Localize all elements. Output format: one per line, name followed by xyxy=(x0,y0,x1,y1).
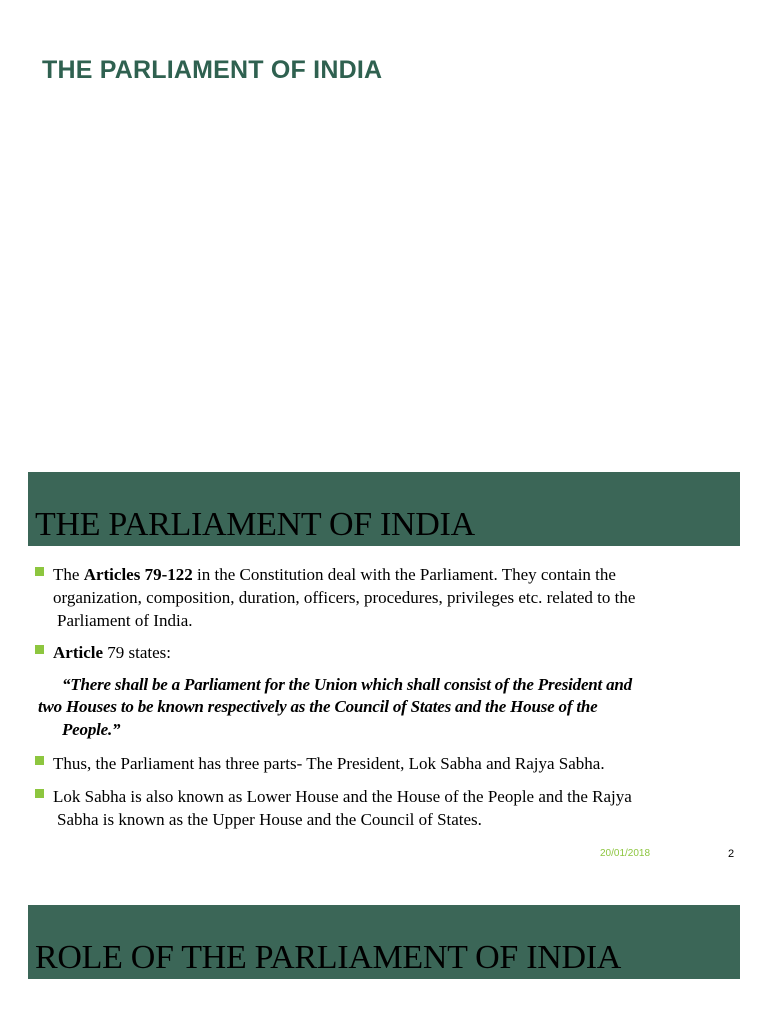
slide2-title: THE PARLIAMENT OF INDIA xyxy=(35,506,475,543)
bullet4-line1: Lok Sabha is also known as Lower House and the House of the People and the Rajya xyxy=(53,787,632,806)
quote-line2: two Houses to be known respectively as the Council of States and the House of the xyxy=(38,697,598,716)
bullet-articles xyxy=(35,563,735,633)
bullet1-text-post: in the Constitution deal with the Parliament. They contain the xyxy=(192,565,616,584)
bullet-article-79 xyxy=(35,641,735,665)
bullet-three-parts xyxy=(35,752,735,776)
bullet1-line3: Parliament of India. xyxy=(57,611,193,630)
slide-date: 20/01/2018 xyxy=(600,848,651,859)
slide1-title: THE PARLIAMENT OF INDIA xyxy=(42,56,383,84)
bullet2-text: 79 states: xyxy=(103,643,172,662)
bullet1-bold: Articles 79-122 xyxy=(83,565,193,584)
bullet-houses xyxy=(35,785,735,833)
bullet-square-icon xyxy=(35,567,44,576)
quote-line3: People.” xyxy=(62,720,121,739)
bullet-square-icon xyxy=(35,789,44,798)
bullet2-bold: Article xyxy=(53,643,104,662)
slide-page-number: 2 xyxy=(728,848,735,860)
bullet1-line2: organization, composition, duration, officers, procedures, privileges etc. related to the xyxy=(53,588,636,607)
bullet1-text-pre: The xyxy=(53,565,84,584)
bullet-square-icon xyxy=(35,756,44,765)
slide3-title: ROLE OF THE PARLIAMENT OF INDIA xyxy=(35,939,622,976)
bullet-square-icon xyxy=(35,645,44,654)
bullet4-line2: Sabha is known as the Upper House and the Council of States. xyxy=(57,810,482,829)
quote-line1: “There shall be a Parliament for the Union which shall consist of the President and xyxy=(62,675,632,694)
bullet3-text: Thus, the Parliament has three parts- The President, Lok Sabha and Rajya Sabha. xyxy=(53,754,605,773)
